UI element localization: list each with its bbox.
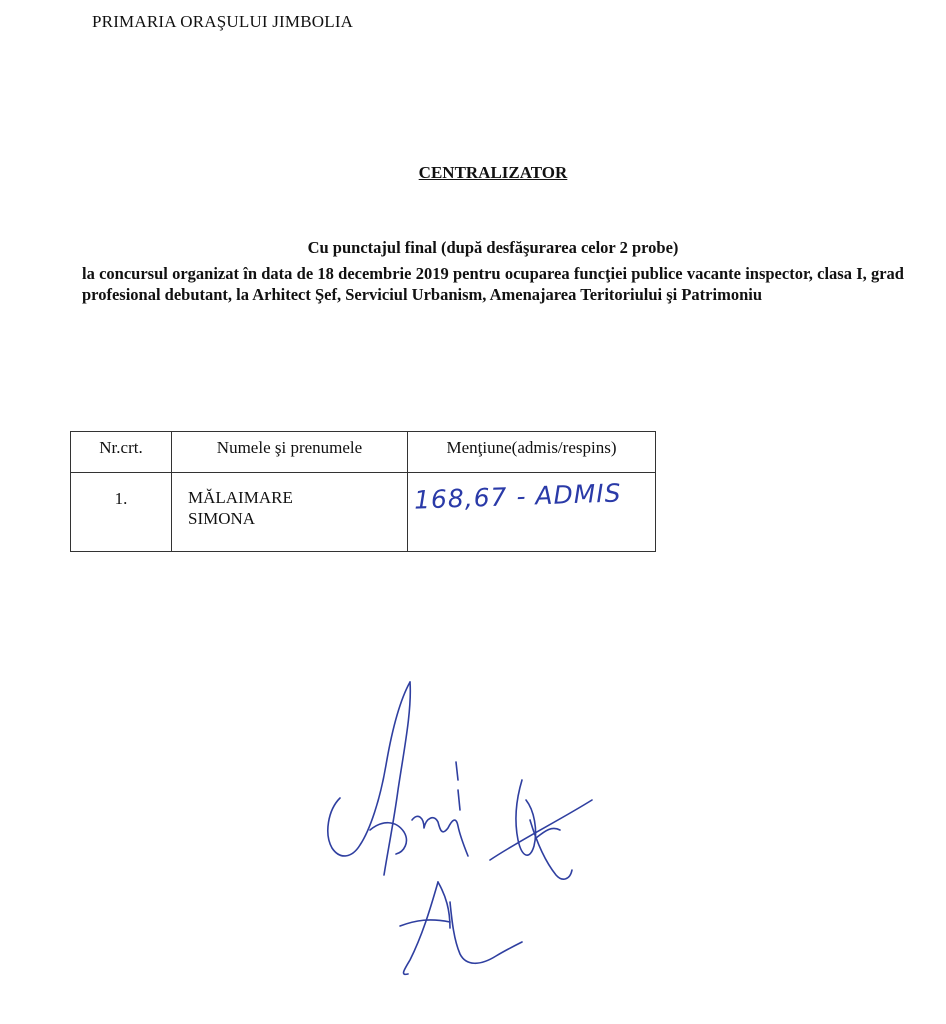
signature-left	[328, 682, 468, 875]
handwritten-mention: 168,67 - ADMIS	[413, 478, 623, 515]
table-header-row	[71, 432, 656, 473]
signature-bottom	[400, 882, 522, 974]
column-header-name: Numele şi prenumele	[172, 432, 408, 473]
institution-name: PRIMARIA ORAŞULUI JIMBOLIA	[92, 12, 354, 31]
column-header-nr: Nr.crt.	[71, 432, 172, 473]
candidate-name	[172, 473, 408, 552]
document-subtitle: Cu punctajul final (după desfăşurarea celor 2 probe)	[307, 238, 679, 257]
contest-description: la concursul organizat în data de 18 decembrie 2019 pentru ocuparea funcţiei publice vacante inspector, clasa I, grad profesional debutant, la Arhitect Şef, Serviciul Urbanism, Amenajarea Teritoriului şi Patrimoniu	[82, 264, 904, 304]
column-header-mention: Menţiune(admis/respins)	[408, 432, 656, 473]
results-table	[70, 431, 656, 552]
table-row	[71, 473, 656, 552]
signature-right	[490, 780, 592, 879]
handwritten-signature	[300, 670, 620, 1000]
row-number: 1.	[71, 473, 172, 552]
candidate-surname: MĂLAIMARE	[188, 488, 293, 507]
candidate-firstname: SIMONA	[188, 509, 256, 528]
candidate-mention	[408, 473, 656, 552]
document-title: CENTRALIZATOR	[418, 163, 568, 182]
